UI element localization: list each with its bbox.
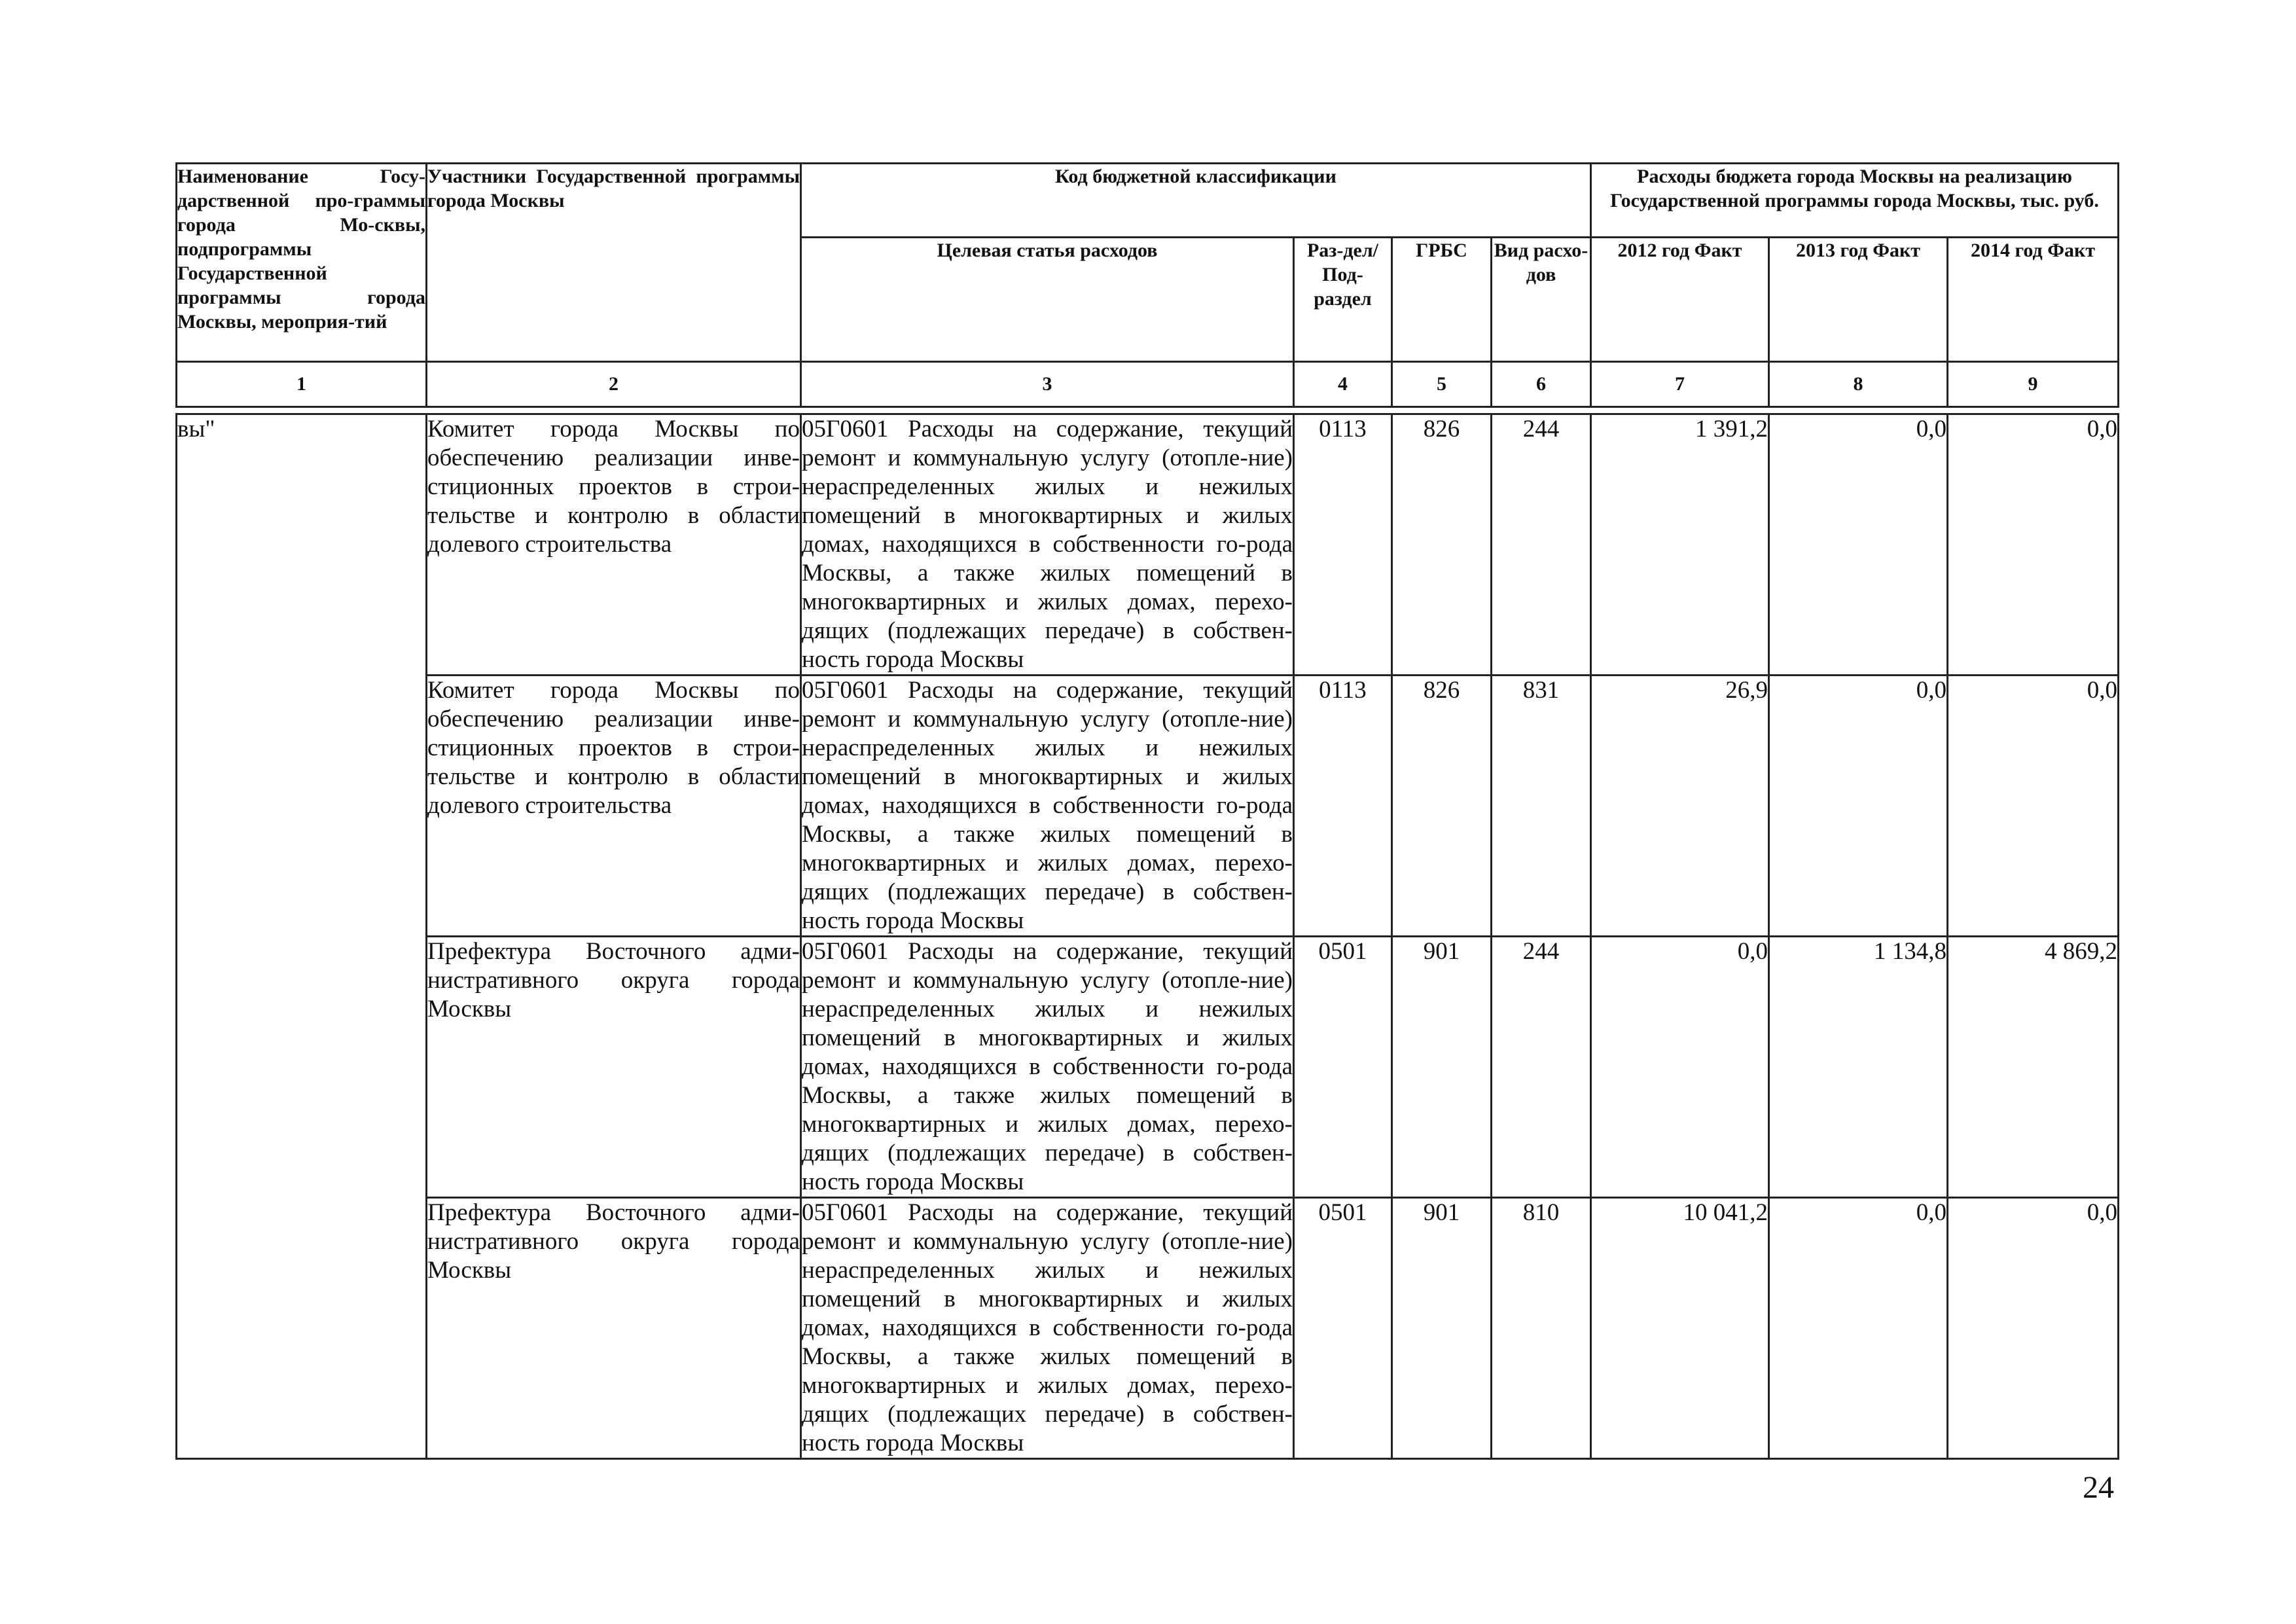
participant-cell: Префектура Восточного адми-нистративного округа города Москвы bbox=[427, 937, 801, 1198]
section-cell: 0113 bbox=[1294, 414, 1392, 676]
header-grbs: ГРБС bbox=[1392, 238, 1492, 362]
target-cell: 05Г0601 Расходы на содержание, текущий ремонт и коммунальную услугу (отопле-ние) нераспределенных жилых и нежилых помещений в многоквартирных и жилых домах, находящихся в собственности го-рода Москвы, а также жилых помещений в многоквартирных и жилых домах, перехо-дящих (подлежащих передаче) в собствен-ность города Москвы bbox=[801, 676, 1294, 937]
spacer-row bbox=[177, 407, 2119, 414]
grbs-cell: 901 bbox=[1392, 937, 1492, 1198]
section-cell: 0113 bbox=[1294, 676, 1392, 937]
column-number: 9 bbox=[1948, 362, 2119, 407]
value-2012-cell: 1 391,2 bbox=[1591, 414, 1769, 676]
grbs-cell: 826 bbox=[1392, 414, 1492, 676]
value-2014-cell: 0,0 bbox=[1948, 1198, 2119, 1459]
value-2012-cell: 10 041,2 bbox=[1591, 1198, 1769, 1459]
name-cell: вы" bbox=[177, 414, 427, 1459]
column-number: 3 bbox=[801, 362, 1294, 407]
column-number: 1 bbox=[177, 362, 427, 407]
value-2013-cell: 0,0 bbox=[1769, 676, 1948, 937]
header-type: Вид расхо-дов bbox=[1492, 238, 1591, 362]
target-cell: 05Г0601 Расходы на содержание, текущий ремонт и коммунальную услугу (отопле-ние) нераспределенных жилых и нежилых помещений в многоквартирных и жилых домах, находящихся в собственности го-рода Москвы, а также жилых помещений в многоквартирных и жилых домах, перехо-дящих (подлежащих передаче) в собствен-ность города Москвы bbox=[801, 414, 1294, 676]
participant-cell: Комитет города Москвы по обеспечению реализации инве-стиционных проектов в строи-тельстве и контролю в области долевого строительства bbox=[427, 676, 801, 937]
type-cell: 831 bbox=[1492, 676, 1591, 937]
target-cell: 05Г0601 Расходы на содержание, текущий ремонт и коммунальную услугу (отопле-ние) нераспределенных жилых и нежилых помещений в многоквартирных и жилых домах, находящихся в собственности го-рода Москвы, а также жилых помещений в многоквартирных и жилых домах, перехо-дящих (подлежащих передаче) в собствен-ность города Москвы bbox=[801, 937, 1294, 1198]
type-cell: 244 bbox=[1492, 937, 1591, 1198]
budget-table bbox=[175, 162, 2119, 1460]
header-row-1 bbox=[177, 164, 2119, 238]
table-row bbox=[177, 1198, 2119, 1459]
value-2014-cell: 4 869,2 bbox=[1948, 937, 2119, 1198]
value-2014-cell: 0,0 bbox=[1948, 676, 2119, 937]
section-cell: 0501 bbox=[1294, 1198, 1392, 1459]
header-target: Целевая статья расходов bbox=[801, 238, 1294, 362]
value-2012-cell: 26,9 bbox=[1591, 676, 1769, 937]
participant-cell: Комитет города Москвы по обеспечению реализации инве-стиционных проектов в строи-тельстве и контролю в области долевого строительства bbox=[427, 414, 801, 676]
value-2013-cell: 0,0 bbox=[1769, 1198, 1948, 1459]
value-2012-cell: 0,0 bbox=[1591, 937, 1769, 1198]
page-number: 24 bbox=[2083, 1470, 2114, 1505]
type-cell: 244 bbox=[1492, 414, 1591, 676]
table-row bbox=[177, 676, 2119, 937]
header-2012: 2012 год Факт bbox=[1591, 238, 1769, 362]
column-number-row bbox=[177, 362, 2119, 407]
column-number: 2 bbox=[427, 362, 801, 407]
grbs-cell: 826 bbox=[1392, 676, 1492, 937]
participant-cell: Префектура Восточного адми-нистративного округа города Москвы bbox=[427, 1198, 801, 1459]
header-section: Раз-дел/ Под-раздел bbox=[1294, 238, 1392, 362]
header-participants: Участники Государственной программы города Москвы bbox=[427, 164, 801, 362]
header-2013: 2013 год Факт bbox=[1769, 238, 1948, 362]
column-number: 6 bbox=[1492, 362, 1591, 407]
column-number: 7 bbox=[1591, 362, 1769, 407]
table-row bbox=[177, 937, 2119, 1198]
column-number: 4 bbox=[1294, 362, 1392, 407]
value-2013-cell: 0,0 bbox=[1769, 414, 1948, 676]
table-row bbox=[177, 414, 2119, 676]
column-number: 8 bbox=[1769, 362, 1948, 407]
column-number: 5 bbox=[1392, 362, 1492, 407]
header-expenses: Расходы бюджета города Москвы на реализацию Государственной программы города Москвы, тыс. руб. bbox=[1591, 164, 2119, 238]
value-2013-cell: 1 134,8 bbox=[1769, 937, 1948, 1198]
value-2014-cell: 0,0 bbox=[1948, 414, 2119, 676]
grbs-cell: 901 bbox=[1392, 1198, 1492, 1459]
target-cell: 05Г0601 Расходы на содержание, текущий ремонт и коммунальную услугу (отопле-ние) нераспределенных жилых и нежилых помещений в многоквартирных и жилых домах, находящихся в собственности го-рода Москвы, а также жилых помещений в многоквартирных и жилых домах, перехо-дящих (подлежащих передаче) в собствен-ность города Москвы bbox=[801, 1198, 1294, 1459]
section-cell: 0501 bbox=[1294, 937, 1392, 1198]
header-2014: 2014 год Факт bbox=[1948, 238, 2119, 362]
type-cell: 810 bbox=[1492, 1198, 1591, 1459]
header-name: Наименование Госу-дарственной про-граммы города Мо-сквы, подпрограммы Государственной программы города Москвы, мероприя-тий bbox=[177, 164, 427, 362]
header-budget-code: Код бюджетной классификации bbox=[801, 164, 1591, 238]
